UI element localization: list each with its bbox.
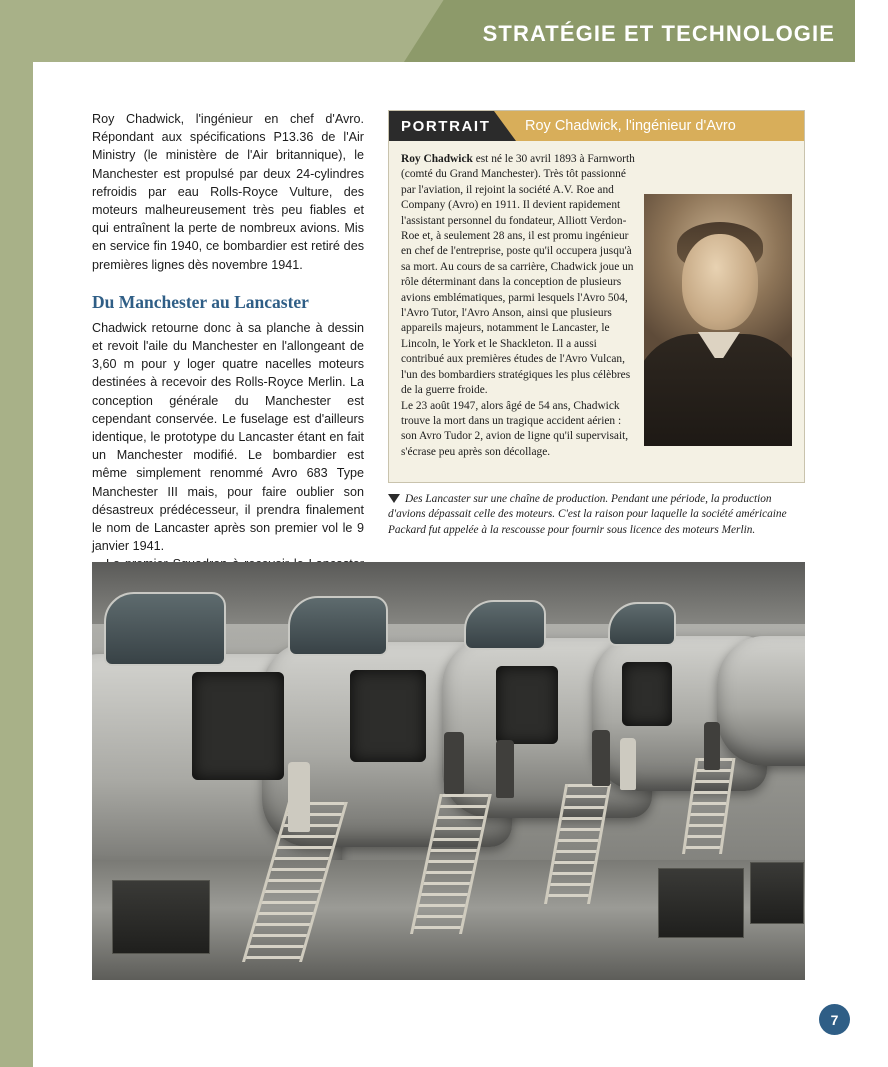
bomb-bay-4 <box>622 662 672 726</box>
cockpit-canopy-1 <box>104 592 226 666</box>
bomb-bay-2 <box>350 670 426 762</box>
page-number-badge: 7 <box>819 1004 850 1035</box>
equipment-crate-3 <box>112 880 210 954</box>
article-column <box>92 110 364 610</box>
factory-photo <box>92 562 805 980</box>
section-heading: Du Manchester au Lancaster <box>92 291 309 312</box>
portrait-header <box>389 111 804 141</box>
photo-caption <box>388 492 805 538</box>
bomb-bay-1 <box>192 672 284 780</box>
article-intro: Roy Chadwick, l'ingénieur en chef d'Avro. Répondant aux spécifications P13.36 de l'Air Ministry (le ministère de l'Air britannique), le Manchester est propulsé par deux 24-cylindres refroidis par eau Rolls-Royce Vulture, des moteurs malheureusement très peu fiables et qui entraînent la perte de nombreux avions. Mis en service fin 1940, ce bombardier est retiré des premières lignes dès novembre 1941. <box>92 112 364 272</box>
photo-caption-text: Des Lancaster sur une chaîne de production. Pendant une période, la production d'avions dépassait celle des moteurs. C'est la raison pour laquelle la société américaine Packard fut appelée à la rescousse pour fournir sous licence des moteurs Merlin. <box>388 493 787 536</box>
worker-5 <box>620 738 636 790</box>
left-rail-decoration <box>0 0 33 1067</box>
bomb-bay-3 <box>496 666 558 744</box>
cockpit-canopy-3 <box>464 600 546 650</box>
portrait-photo-face <box>682 234 758 330</box>
article-paragraph-1: Chadwick retourne donc à sa planche à dessin et revoit l'aile du Manchester en l'allongeant de 3,60 m pour y loger quatre nacelles moteurs destinées à recevoir des Rolls-Royce Merlin. La conception générale du Manchester est cependant conservée. Le fuselage est d'ailleurs identique, le prototype du Lancaster étant en fait un Manchester modifié. Le bombardier est même simplement renommé Avro 683 Type Manchester III mais, pour faire oublier son désastreux prédécesseur, il prendra finalement le nom de Lancaster après son premier vol le 9 janvier 1941. <box>92 320 364 554</box>
worker-4 <box>592 730 610 786</box>
portrait-photo <box>644 194 792 446</box>
portrait-tag: PORTRAIT <box>401 118 491 135</box>
cockpit-canopy-4 <box>608 602 676 646</box>
worker-6 <box>704 722 720 770</box>
portrait-subtitle: Roy Chadwick, l'ingénieur d'Avro <box>525 118 736 134</box>
worker-2 <box>444 732 464 794</box>
cockpit-canopy-2 <box>288 596 388 656</box>
fuselage-5 <box>717 636 805 766</box>
triangle-marker-icon <box>388 494 400 503</box>
worker-3 <box>496 740 514 798</box>
portrait-sidebar <box>388 110 805 483</box>
worker-1 <box>288 762 310 832</box>
page-title: STRATÉGIE ET TECHNOLOGIE <box>482 21 835 46</box>
portrait-body-text-2: Le 23 août 1947, alors âgé de 54 ans, Chadwick trouve la mort dans un tragique accident aérien : son Avro Tudor 2, avion de ligne qu'il supervisait, s'écrase peu après son décollage. <box>401 399 629 458</box>
portrait-header-diagonal <box>494 111 516 141</box>
equipment-crate-2 <box>750 862 804 924</box>
portrait-body-text: est né le 30 avril 1893 à Farnworth (comté du Grand Manchester). Très tôt passionné par l'aviation, il rejoint la société A.V. Roe and Company (Avro) en 1911. Il devient rapidement l'assistant personnel du fondateur, Alliott Verdon-Roe et, à seulement 28 ans, il est promu ingénieur en chef de l'entreprise, poste qu'il occupera jusqu'à sa mort. Au cours de sa carrière, Chadwick joue un rôle déterminant dans la conception de plusieurs avions emblématiques, parmi lesquels l'Avro 504, l'Avro Tutor, l'Avro Anson, ainsi que plusieurs appareils majeurs, notamment le Lancaster, le Lincoln, le York et le Shackleton. Il a aussi contribué aux premières études de l'Avro Vulcan, l'un des bombardiers stratégiques les plus célèbres de la guerre froide. <box>401 153 635 397</box>
portrait-lead-name: Roy Chadwick <box>401 153 473 165</box>
portrait-body <box>389 141 804 482</box>
equipment-crate-1 <box>658 868 744 938</box>
